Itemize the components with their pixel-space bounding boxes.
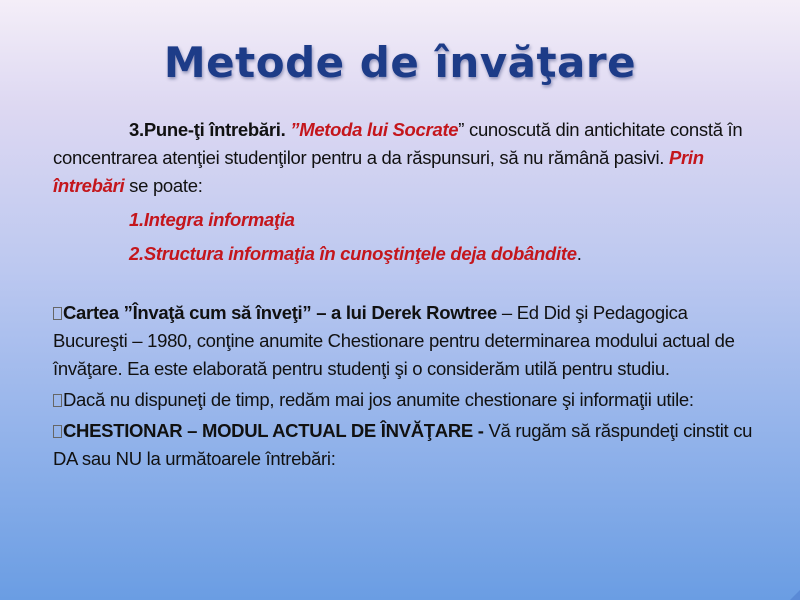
- list-item: [53, 203, 753, 237]
- list-item: [53, 237, 753, 271]
- book-description: – Ed Did şi Pedagogica Bucureşti – 1980, conţine anumite Chestionare pentru determinarea modului actual de învăţare. Ea este elaborată pentru studenţi şi o considerăm utilă pentru studiu.: [53, 302, 735, 379]
- list-item-text: 1.Integra informaţia: [129, 209, 295, 230]
- intro-tail: se poate:: [124, 175, 203, 196]
- bullet-marker-icon: [53, 307, 62, 320]
- bullet-paragraph-questionnaire: [53, 417, 753, 473]
- book-title: Cartea ”Învaţă cum să înveţi” – a lui Derek Rowtree: [63, 302, 498, 323]
- bullet-marker-icon: [53, 425, 62, 438]
- questionnaire-instructions: Vă rugăm să răspundeţi cinstit cu DA sau NU la următoarele întrebări:: [53, 420, 753, 469]
- list-item-text: 2.Structura informaţia în cunoştinţele deja dobândite: [129, 243, 577, 264]
- slide-title: Metode de învăţare: [163, 38, 637, 87]
- bullet-paragraph-book: [53, 299, 753, 383]
- questionnaire-title: CHESTIONAR – MODUL ACTUAL DE ÎNVĂŢARE -: [63, 420, 484, 441]
- bullet-paragraph-time: [53, 386, 753, 414]
- list-item-suffix: .: [576, 243, 582, 264]
- slide-content: [53, 116, 753, 473]
- method-name: ”Metoda lui Socrate: [285, 119, 459, 140]
- intro-paragraph: [53, 116, 753, 200]
- corner-decoration: [790, 590, 800, 600]
- prin-intrebari-label: Prin întrebări: [53, 147, 704, 196]
- bullet-marker-icon: [53, 394, 62, 407]
- bullet-text: Dacă nu dispuneţi de timp, redăm mai jos anumite chestionare şi informaţii utile:: [63, 389, 694, 410]
- intro-text: ” cunoscută din antichitate constă în concentrarea atenţiei studenţilor pentru a da răspunsuri, să nu rămână pasivi.: [53, 119, 743, 168]
- intro-number-label: 3.Pune-ţi întrebări.: [129, 119, 286, 140]
